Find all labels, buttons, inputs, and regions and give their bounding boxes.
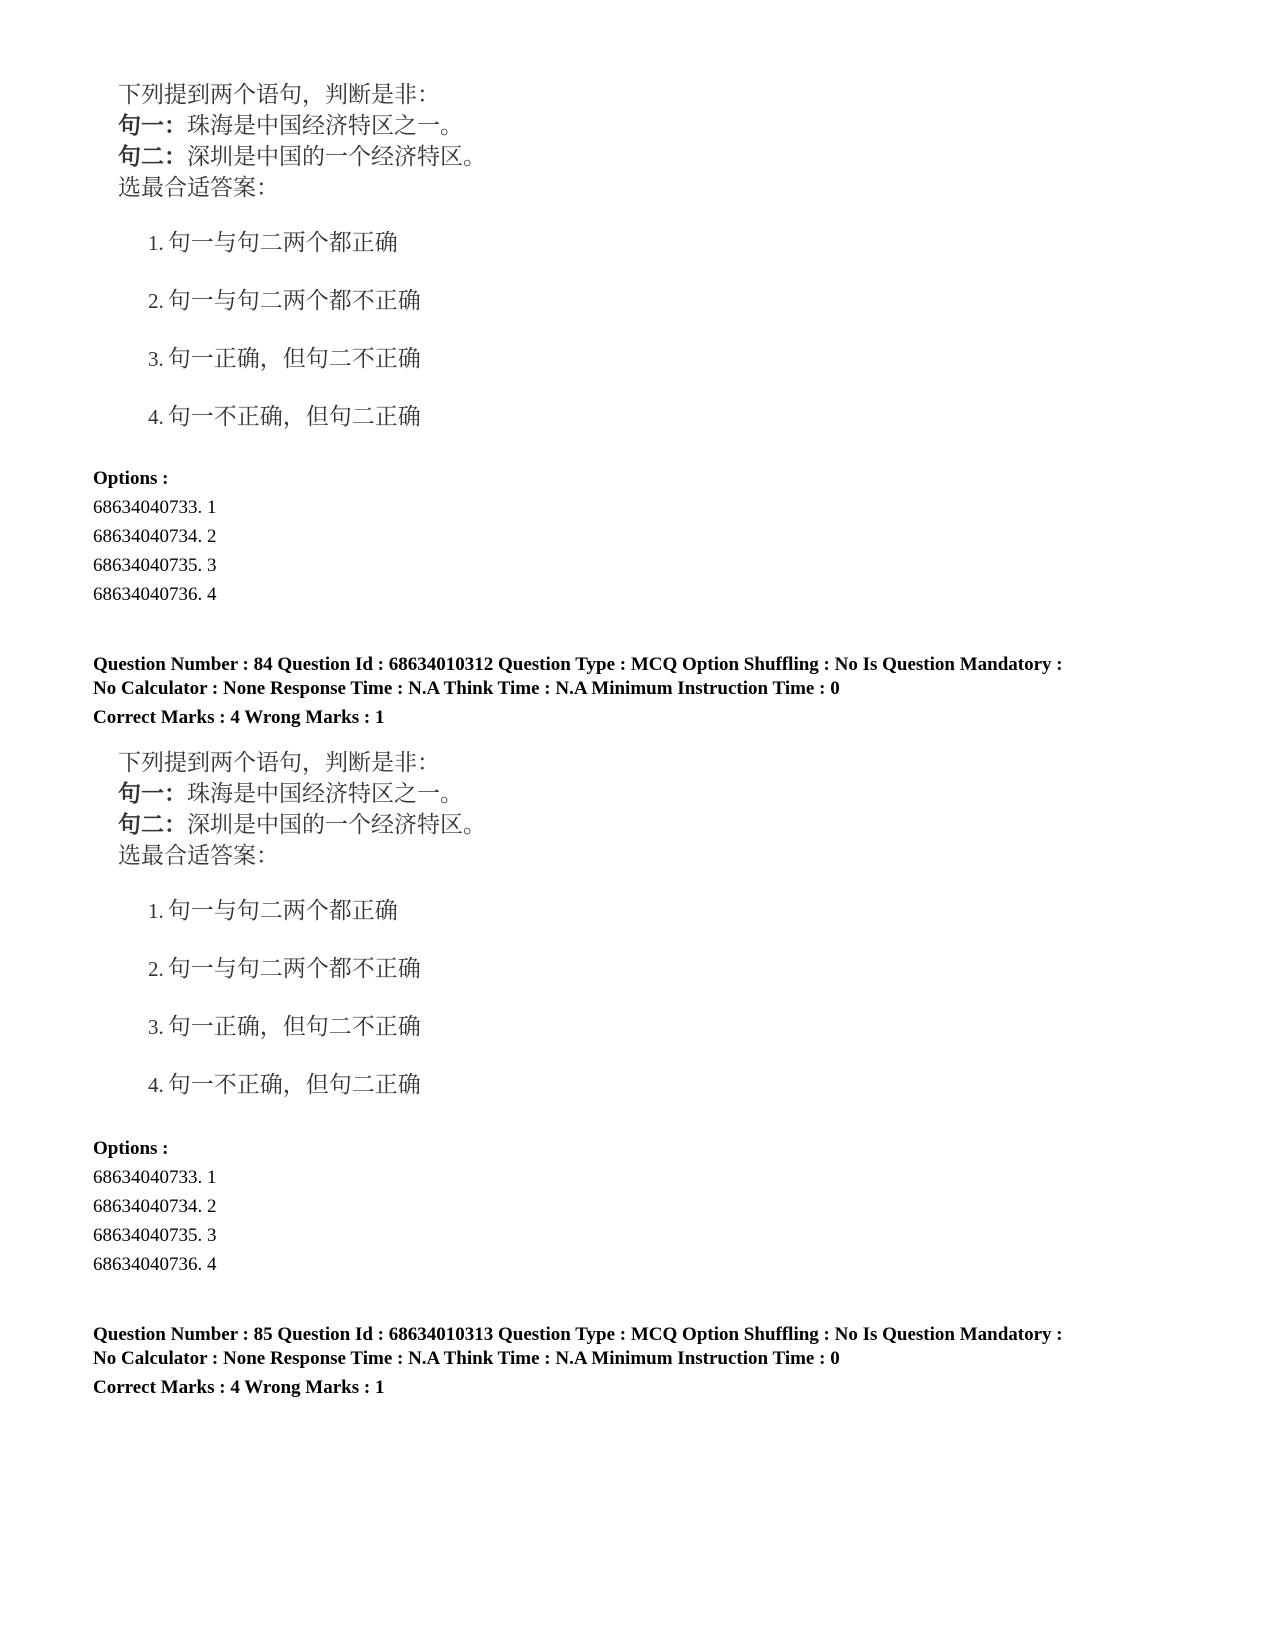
option-item: 68634040733. 1 (93, 497, 217, 518)
option-item: 68634040735. 3 (93, 555, 217, 576)
option-item: 68634040735. 3 (93, 1225, 217, 1246)
options-header: Options : (93, 1138, 169, 1159)
choice-text: 句一与句二两个都不正确 (167, 288, 421, 314)
option-item: 68634040734. 2 (93, 1196, 217, 1217)
choice-list (148, 896, 486, 1128)
option-item: 68634040734. 2 (93, 526, 217, 547)
choice-number: 2. (148, 289, 164, 313)
choice-item (148, 402, 486, 460)
choice-text: 句一不正确，但句二正确 (167, 1072, 421, 1098)
option-item: 68634040733. 1 (93, 1167, 217, 1188)
choice-number: 1. (148, 231, 164, 255)
sentence-one-text: 珠海是中国经济特区之一。 (187, 781, 463, 807)
choice-text: 句一正确，但句二不正确 (167, 346, 421, 372)
sentence-two-text: 深圳是中国的一个经济特区。 (187, 144, 486, 170)
choice-text: 句一正确，但句二不正确 (167, 1014, 421, 1040)
question-84-meta (93, 653, 1213, 730)
choice-item (148, 286, 486, 344)
sentence-two (118, 142, 486, 173)
choice-item (148, 344, 486, 402)
choice-number: 3. (148, 1015, 164, 1039)
sentence-one-text: 珠海是中国经济特区之一。 (187, 113, 463, 139)
question-84-marks: Correct Marks : 4 Wrong Marks : 1 (93, 707, 385, 728)
choice-number: 1. (148, 899, 164, 923)
question-prompt: 下列提到两个语句，判断是非： (118, 750, 440, 776)
choice-item (148, 228, 486, 286)
options-header: Options : (93, 468, 169, 489)
question-image-1 (118, 80, 486, 460)
option-item: 68634040736. 4 (93, 1254, 217, 1275)
question-85-meta (93, 1323, 1213, 1400)
sentence-two (118, 810, 486, 841)
choice-item (148, 954, 486, 1012)
choice-number: 4. (148, 1073, 164, 1097)
choice-number: 3. (148, 347, 164, 371)
choice-text: 句一与句二两个都不正确 (167, 956, 421, 982)
sentence-one (118, 111, 486, 142)
sentence-one-label: 句一： (118, 781, 187, 807)
question-instruction: 选最合适答案： (118, 843, 279, 869)
options-block-2 (93, 1134, 217, 1279)
question-84-line2: No Calculator : None Response Time : N.A Think Time : N.A Minimum Instruction Time : 0 (93, 678, 840, 699)
choice-text: 句一不正确，但句二正确 (167, 404, 421, 430)
choice-item (148, 1070, 486, 1128)
choice-number: 4. (148, 405, 164, 429)
question-image-2 (118, 748, 486, 1128)
choice-text: 句一与句二两个都正确 (167, 898, 398, 924)
sentence-two-label: 句二： (118, 812, 187, 838)
sentence-one (118, 779, 486, 810)
choice-number: 2. (148, 957, 164, 981)
question-85-marks: Correct Marks : 4 Wrong Marks : 1 (93, 1377, 385, 1398)
sentence-one-label: 句一： (118, 113, 187, 139)
sentence-two-text: 深圳是中国的一个经济特区。 (187, 812, 486, 838)
choice-list (148, 228, 486, 460)
question-84-line1: Question Number : 84 Question Id : 68634010312 Question Type : MCQ Option Shuffling : No Is Question Mandatory : (93, 654, 1063, 675)
options-block-1 (93, 464, 217, 609)
question-prompt: 下列提到两个语句，判断是非： (118, 82, 440, 108)
choice-text: 句一与句二两个都正确 (167, 230, 398, 256)
choice-item (148, 1012, 486, 1070)
question-85-line1: Question Number : 85 Question Id : 68634010313 Question Type : MCQ Option Shuffling : No Is Question Mandatory : (93, 1324, 1063, 1345)
option-item: 68634040736. 4 (93, 584, 217, 605)
sentence-two-label: 句二： (118, 144, 187, 170)
question-85-line2: No Calculator : None Response Time : N.A Think Time : N.A Minimum Instruction Time : 0 (93, 1348, 840, 1369)
choice-item (148, 896, 486, 954)
question-instruction: 选最合适答案： (118, 175, 279, 201)
